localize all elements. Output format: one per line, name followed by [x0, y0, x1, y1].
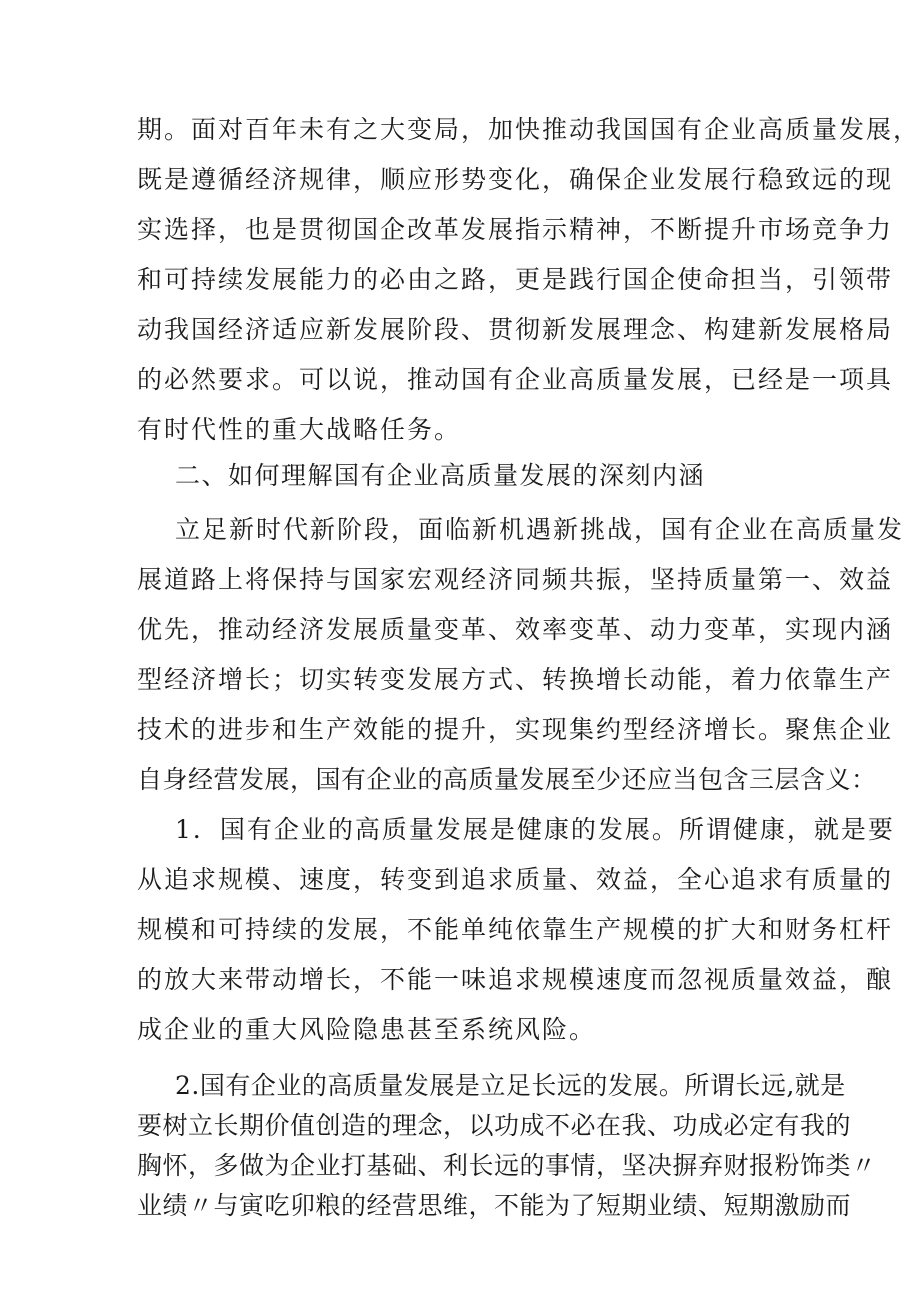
paragraph-line: 2.国有企业的高质量发展是立足长远的发展。所谓长远,就是 — [175, 1071, 846, 1100]
paragraph-line: 期。面对百年未有之大变局，加快推动我国国有企业高质量发展， — [137, 115, 920, 144]
paragraph-line: 立足新时代新阶段，面临新机遇新挑战，国有企业在高质量发 — [175, 515, 905, 544]
paragraph-line: 既是遵循经济规律，顺应形势变化，确保企业发展行稳致远的现 — [137, 165, 894, 194]
paragraph-line: 从追求规模、速度，转变到追求质量、效益，全心追求有质量的 — [137, 865, 894, 894]
paragraph-line: 实选择，也是贯彻国企改革发展指示精神，不断提升市场竞争力 — [137, 215, 894, 244]
paragraph-line: 规模和可持续的发展，不能单纯依靠生产规模的扩大和财务杠杆 — [137, 915, 894, 944]
paragraph-line: 优先，推动经济发展质量变革、效率变革、动力变革，实现内涵 — [137, 615, 894, 644]
paragraph-line: 的放大来带动增长，不能一味追求规模速度而忽视质量效益，酿 — [137, 965, 894, 994]
paragraph-line: 和可持续发展能力的必由之路，更是践行国企使命担当，引领带 — [137, 265, 894, 294]
paragraph-line: 技术的进步和生产效能的提升，实现集约型经济增长。聚焦企业 — [137, 715, 894, 744]
paragraph-line: 展道路上将保持与国家宏观经济同频共振，坚持质量第一、效益 — [137, 565, 894, 594]
paragraph-line: 要树立长期价值创造的理念，以功成不必在我、功成必定有我的 — [137, 1111, 852, 1140]
paragraph-line: 自身经营发展，国有企业的高质量发展至少还应当包含三层含义： — [137, 765, 877, 794]
paragraph-line: 业绩〃与寅吃卯粮的经营思维，不能为了短期业绩、短期激励而 — [137, 1191, 852, 1220]
paragraph-line: 1．国有企业的高质量发展是健康的发展。所谓健康，就是要 — [175, 815, 895, 844]
paragraph-line: 型经济增长；切实转变发展方式、转换增长动能，着力依靠生产 — [137, 665, 894, 694]
paragraph-line: 成企业的重大风险隐患甚至系统风险。 — [137, 1015, 597, 1044]
paragraph-line: 有时代性的重大战略任务。 — [137, 415, 462, 444]
section-heading: 二、如何理解国有企业高质量发展的深刻内涵 — [175, 461, 706, 490]
paragraph-line: 动我国经济适应新发展阶段、贯彻新发展理念、构建新发展格局 — [137, 315, 894, 344]
paragraph-line: 胸怀，多做为企业打基础、利长远的事情，坚决摒弃财报粉饰类〃 — [137, 1151, 877, 1180]
paragraph-line: 的必然要求。可以说，推动国有企业高质量发展，已经是一项具 — [137, 365, 894, 394]
